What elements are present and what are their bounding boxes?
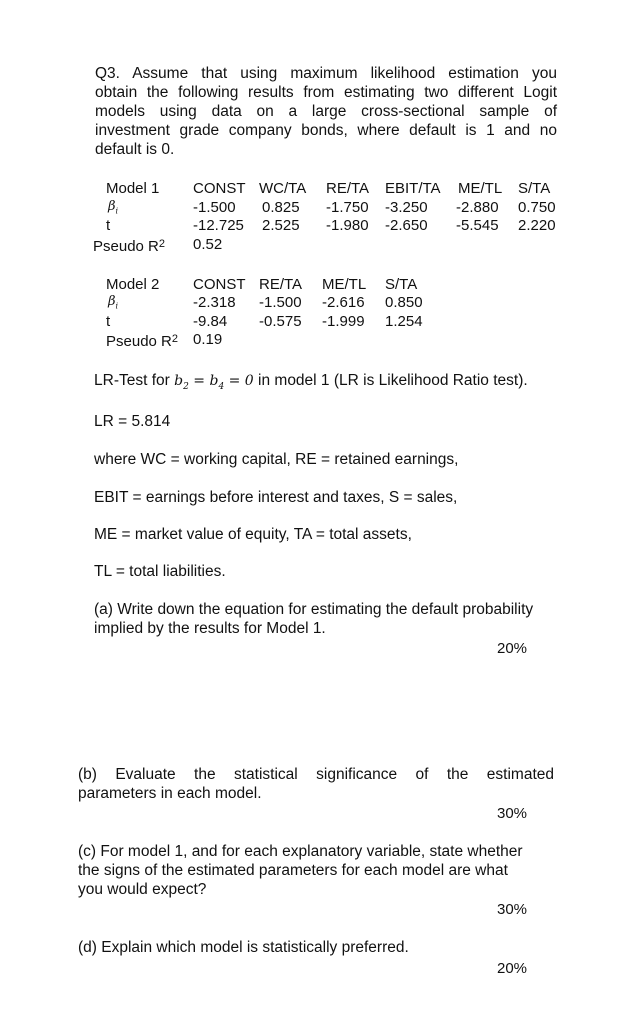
- model1-beta-reta: -1.750: [326, 199, 369, 216]
- model1-t-ebitta: -2.650: [385, 217, 428, 234]
- model2-header-reta: RE/TA: [259, 276, 303, 293]
- lr-test-hypothesis: [174, 373, 254, 392]
- definition-line: EBIT = earnings before interest and taxes, S = sales,: [94, 489, 458, 506]
- question-a-line: implied by the results for Model 1.: [94, 620, 326, 637]
- intro-line: investment grade company bonds, where default is 1 and no: [95, 122, 557, 139]
- model2-t-sta: 1.254: [385, 313, 423, 330]
- question-c-weight: 30%: [497, 901, 528, 918]
- model1-t-const: -12.725: [193, 217, 244, 234]
- question-b-weight: 30%: [497, 805, 528, 822]
- model1-t-wcta: 2.525: [262, 217, 300, 234]
- beta-subscript: i: [115, 301, 119, 311]
- pseudo-text: Pseudo R: [106, 333, 172, 350]
- model1-header-wcta: WC/TA: [259, 180, 307, 197]
- pseudo-superscript: 2: [158, 238, 165, 250]
- question-c-line: the signs of the estimated parameters for each model are what: [78, 862, 508, 879]
- model1-pseudo-label: [93, 236, 165, 255]
- model2-t-reta: -0.575: [259, 313, 302, 330]
- model1-label: Model 1: [106, 180, 160, 197]
- question-c-line: you would expect?: [78, 881, 207, 898]
- model1-t-reta: -1.980: [326, 217, 369, 234]
- beta-glyph: β: [108, 294, 116, 309]
- question-b-line: (b) Evaluate the statistical significance of the estimated: [78, 766, 554, 783]
- definition-line: ME = market value of equity, TA = total assets,: [94, 526, 412, 543]
- model1-t-sta: 2.220: [518, 217, 556, 234]
- question-c: [78, 842, 554, 899]
- model2-header-sta: S/TA: [385, 276, 418, 293]
- lr-test-prefix: LR-Test for: [94, 372, 170, 389]
- model1-beta-const: -1.500: [193, 199, 236, 216]
- model2-beta-symbol: [108, 293, 118, 315]
- beta-subscript: i: [115, 206, 119, 216]
- intro-line: Q3. Assume that using maximum likelihood estimation you: [95, 65, 557, 82]
- lr-test-line: [94, 372, 528, 392]
- model2-header-const: CONST: [193, 276, 246, 293]
- pseudo-superscript: 2: [171, 333, 178, 345]
- question-b: [78, 765, 554, 803]
- definition-line: where WC = working capital, RE = retained earnings,: [94, 451, 459, 468]
- model2-beta-reta: -1.500: [259, 294, 302, 311]
- beta-glyph: β: [108, 199, 116, 214]
- model2-pseudo-label: [106, 331, 178, 350]
- model2-t-metl: -1.999: [322, 313, 365, 330]
- model1-beta-metl: -2.880: [456, 199, 499, 216]
- intro-line: obtain the following results from estimating two different Logit: [95, 84, 557, 101]
- question-b-line: parameters in each model.: [78, 785, 262, 802]
- question-a-weight: 20%: [497, 640, 528, 657]
- model1-beta-sta: 0.750: [518, 199, 556, 216]
- question-intro: [95, 64, 557, 159]
- question-a-line: (a) Write down the equation for estimating the default probability: [94, 601, 534, 618]
- model2-beta-sta: 0.850: [385, 294, 423, 311]
- model1-header-const: CONST: [193, 180, 246, 197]
- intro-line: models using data on a large cross-sectional sample of: [95, 103, 557, 120]
- question-d: [78, 938, 554, 957]
- model1-pseudo-value: 0.52: [193, 236, 223, 253]
- model1-beta-ebitta: -3.250: [385, 199, 428, 216]
- model1-header-reta: RE/TA: [326, 180, 370, 197]
- pseudo-text: Pseudo R: [93, 238, 159, 255]
- model1-beta-wcta: 0.825: [262, 199, 300, 216]
- b4-subscript: 4: [218, 381, 225, 392]
- model2-label: Model 2: [106, 276, 160, 293]
- equals-sign: =: [193, 373, 206, 389]
- model1-header-metl: ME/TL: [458, 180, 503, 197]
- lr-value: LR = 5.814: [94, 413, 171, 430]
- question-d-line: (d) Explain which model is statistically preferred.: [78, 939, 409, 956]
- question-d-weight: 20%: [497, 960, 528, 977]
- b-symbol: b: [209, 373, 219, 389]
- model2-header-metl: ME/TL: [322, 276, 367, 293]
- lr-test-suffix: in model 1 (LR is Likelihood Ratio test).: [258, 372, 528, 389]
- equals-zero: = 0: [228, 373, 254, 389]
- intro-line: default is 0.: [95, 141, 175, 158]
- question-a: [94, 600, 554, 638]
- model2-pseudo-value: 0.19: [193, 331, 223, 348]
- model2-t-const: -9.84: [193, 313, 228, 330]
- b-symbol: b: [174, 373, 184, 389]
- model2-t-label: t: [106, 313, 111, 330]
- model1-header-ebitta: EBIT/TA: [385, 180, 441, 197]
- b2-subscript: 2: [183, 381, 189, 392]
- model1-t-label: t: [106, 217, 111, 234]
- question-c-line: (c) For model 1, and for each explanatory variable, state whether: [78, 843, 523, 860]
- model1-t-metl: -5.545: [456, 217, 499, 234]
- model2-beta-metl: -2.616: [322, 294, 365, 311]
- definition-line: TL = total liabilities.: [94, 563, 226, 580]
- model1-header-sta: S/TA: [518, 180, 551, 197]
- model2-beta-const: -2.318: [193, 294, 236, 311]
